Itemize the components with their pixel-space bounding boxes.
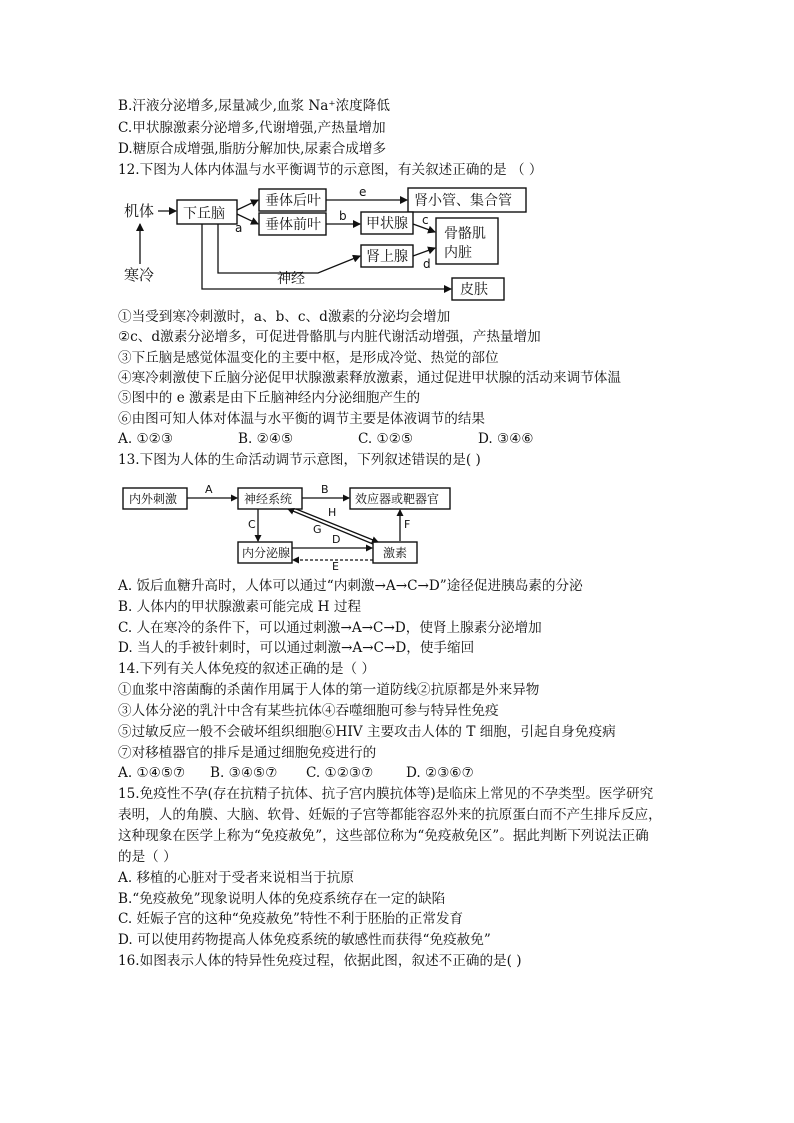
- q12-item-5: ⑤图中的 e 激素是由下丘脑神经内分泌细胞产生的: [118, 390, 421, 406]
- label-shenxiaoguan: 肾小管、集合管: [414, 193, 512, 209]
- q14-options: [118, 764, 474, 782]
- q15-line-2: 表明，人的角膜、大脑、软骨、妊娠的子宫等都能容忍外来的抗原蛋白而不产生排斥反应，: [118, 807, 662, 823]
- label-G: G: [313, 523, 322, 536]
- label-jiti: 机体: [124, 202, 155, 220]
- q15-line-3: 这种现象在医学上称为“免疫赦免”，这些部位称为“免疫赦免区”。据此判断下列说法正确: [118, 828, 649, 844]
- q14-option-d[interactable]: D. ②③⑥⑦: [406, 765, 474, 781]
- diagram-q12: [118, 180, 538, 305]
- q12-item-1: ①当受到寒冷刺激时，a、b、c、d激素的分泌均会增加: [118, 309, 451, 325]
- label-D: D: [332, 533, 341, 546]
- label-E: E: [332, 560, 339, 570]
- q14-option-c[interactable]: C. ①②③⑦: [306, 765, 374, 781]
- label-shenjing: 神经: [277, 271, 305, 287]
- option-b-text: B.汗液分泌增多,尿量减少,血浆 Na⁺浓度降低: [118, 98, 390, 114]
- q14-item-3: ⑤过敏反应一般不会破坏组织细胞⑥HIV 主要攻击人体的 T 细胞，引起自身免疫病: [118, 724, 616, 740]
- label-neifenmi: 内分泌腺: [242, 546, 291, 560]
- q12-option-d[interactable]: D. ③④⑥: [478, 431, 534, 447]
- label-F: F: [404, 518, 411, 531]
- label-xiaqiunao: 下丘脑: [183, 206, 225, 222]
- label-b: b: [339, 209, 347, 223]
- q12-item-4: ④寒冷刺激使下丘脑分泌促甲状腺激素释放激素，通过促进甲状腺的活动来调节体温: [118, 370, 621, 386]
- option-d-text: D.糖原合成增强,脂肪分解加快,尿素合成增多: [118, 141, 387, 157]
- q15-option-d: D. 可以使用药物提高人体免疫系统的敏感性而获得“免疫赦免”: [118, 932, 491, 948]
- label-H: H: [328, 506, 337, 519]
- question-16-stem: 16.如图表示人体的特异性免疫过程，依据此图，叙述不正确的是( ): [118, 953, 522, 969]
- label-e: e: [359, 185, 367, 199]
- q15-option-a: A. 移植的心脏对于受者来说相当于抗原: [118, 870, 354, 886]
- q12-option-b[interactable]: B. ②④⑤: [238, 431, 294, 447]
- label-d: d: [423, 257, 431, 271]
- label-B: B: [321, 483, 329, 496]
- label-jisu: 激素: [383, 546, 408, 560]
- q12-item-2: ②c、d激素分泌增多，可促进骨骼肌与内脏代谢活动增强，产热量增加: [118, 329, 541, 345]
- label-shenjingxitong: 神经系统: [244, 492, 293, 506]
- option-c-text: C.甲状腺激素分泌增多,代谢增强,产热量增加: [118, 120, 386, 136]
- label-xiaoying: 效应器或靶器官: [355, 492, 440, 506]
- label-neiwai: 内外刺激: [129, 492, 178, 506]
- q12-options: [118, 430, 534, 448]
- q14-option-b[interactable]: B. ③④⑤⑦: [210, 765, 278, 781]
- q13-option-b: B. 人体内的甲状腺激素可能完成 H 过程: [118, 599, 362, 615]
- q15-line-4: 的是（ ）: [118, 849, 177, 865]
- q13-option-c: C. 人在寒冷的条件下，可以通过刺激→A→C→D，使肾上腺素分泌增加: [118, 620, 542, 636]
- question-14-stem: 14.下列有关人体免疫的叙述正确的是（ ）: [118, 661, 376, 677]
- q14-item-2: ③人体分泌的乳汁中含有某些抗体④吞噬细胞可参与特异性免疫: [118, 703, 499, 719]
- q14-item-1: ①血浆中溶菌酶的杀菌作用属于人体的第一道防线②抗原都是外来异物: [118, 682, 540, 698]
- label-chuihouye: 垂体后叶: [265, 193, 321, 209]
- q14-item-4: ⑦对移植器官的排斥是通过细胞免疫进行的: [118, 745, 377, 761]
- label-gugeji: 骨骼肌: [444, 226, 486, 242]
- q12-option-c[interactable]: C. ①②⑤: [358, 431, 414, 447]
- question-13-stem: 13.下图为人体的生命活动调节示意图，下列叙述错误的是( ): [118, 452, 481, 468]
- q15-option-b: B.“免疫赦免”现象说明人体的免疫系统存在一定的缺陷: [118, 891, 446, 907]
- label-a: a: [235, 221, 243, 235]
- q12-item-3: ③下丘脑是感觉体温变化的主要中枢，是形成冷觉、热觉的部位: [118, 350, 499, 366]
- label-c: c: [422, 213, 429, 227]
- label-C: C: [248, 518, 256, 531]
- label-shenshangxian: 肾上腺: [366, 249, 408, 265]
- q15-option-c: C. 妊娠子宫的这种“免疫赦免”特性不利于胚胎的正常发育: [118, 911, 464, 927]
- diagram-q13: [118, 478, 458, 570]
- label-hanleng: 寒冷: [124, 266, 155, 284]
- label-A: A: [205, 483, 213, 496]
- q12-option-a[interactable]: A. ①②③: [118, 431, 174, 447]
- label-pifu: 皮肤: [460, 282, 488, 298]
- q14-option-a[interactable]: A. ①④⑤⑦: [118, 765, 186, 781]
- label-neizang: 内脏: [444, 245, 472, 261]
- label-jiazhuangxian: 甲状腺: [366, 216, 408, 232]
- q13-option-d: D. 当人的手被针刺时，可以通过刺激→A→C→D，使手缩回: [118, 640, 475, 656]
- q15-line-1: 15.免疫性不孕(存在抗精子抗体、抗子宫内膜抗体等)是临床上常见的不孕类型。医学研究: [118, 786, 654, 802]
- question-12-stem: 12.下图为人体内体温与水平衡调节的示意图，有关叙述正确的是 （ ）: [118, 162, 543, 178]
- label-chuiqianye: 垂体前叶: [265, 217, 321, 233]
- q13-option-a: A. 饭后血糖升高时，人体可以通过“内刺激→A→C→D”途径促进胰岛素的分泌: [118, 578, 583, 594]
- q12-item-6: ⑥由图可知人体对体温与水平衡的调节主要是体液调节的结果: [118, 411, 486, 427]
